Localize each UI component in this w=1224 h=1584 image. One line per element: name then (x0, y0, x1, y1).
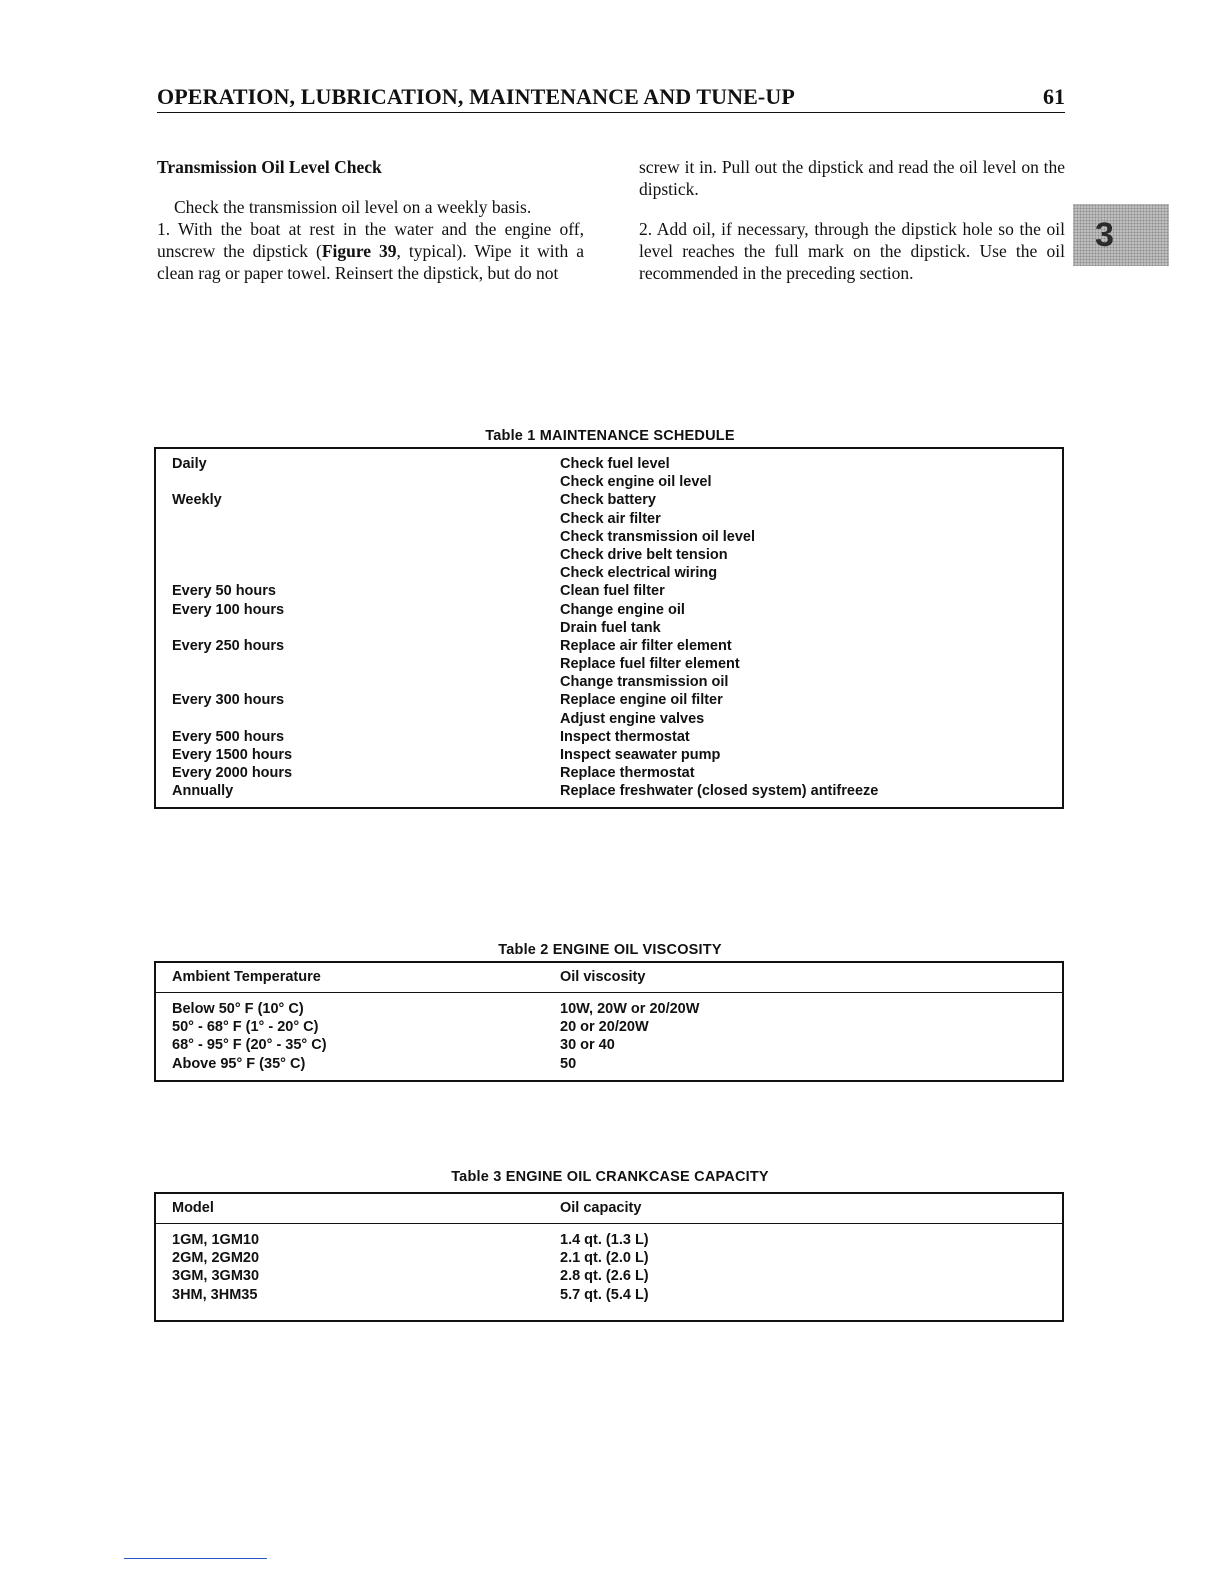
table-1-cell-col-2: Check transmission oil level (560, 528, 756, 545)
table-1-cell-col-1: Every 250 hours (172, 637, 285, 654)
table-1-cell-col-1: Every 300 hours (172, 692, 285, 709)
step-1-paragraph (157, 218, 584, 284)
table-3-header (156, 1194, 1062, 1224)
table-row (156, 692, 1062, 710)
table-row (156, 547, 1062, 565)
table-2-body (156, 1001, 1062, 1074)
table-1-cell-col-2: Change transmission oil (560, 674, 729, 691)
table-row (156, 1250, 1062, 1268)
table-3-body (156, 1232, 1062, 1305)
table-3-cell-col-2: 5.7 qt. (5.4 L) (560, 1286, 649, 1303)
crankcase-capacity-table (154, 1192, 1064, 1322)
table-row (156, 674, 1062, 692)
table-2-cell-col-2: 50 (560, 1055, 577, 1072)
table-row (156, 638, 1062, 656)
table-row (156, 1232, 1062, 1250)
table-2-cell-col-1: Above 95° F (35° C) (172, 1055, 306, 1072)
table-row (156, 1019, 1062, 1037)
table-1-cell-col-2: Check electrical wiring (560, 565, 718, 582)
table-3-header-col-2: Oil capacity (560, 1200, 642, 1216)
table-1-caption: Table 1 MAINTENANCE SCHEDULE (485, 428, 735, 444)
table-3-caption: Table 3 ENGINE OIL CRANKCASE CAPACITY (451, 1169, 769, 1185)
table-row (156, 765, 1062, 783)
table-2-cell-col-2: 20 or 20/20W (560, 1019, 649, 1036)
table-row (156, 492, 1062, 510)
table-1-cell-col-2: Check engine oil level (560, 474, 712, 491)
table-1-cell-col-2: Replace engine oil filter (560, 692, 723, 709)
table-1-cell-col-2: Check fuel level (560, 456, 670, 472)
table-2-cell-col-1: 68° - 95° F (20° - 35° C) (172, 1037, 327, 1054)
table-1-cell-col-1: Every 1500 hours (172, 747, 293, 763)
table-1-cell-col-1: Every 2000 hours (172, 765, 293, 782)
table-1-cell-col-2: Clean fuel filter (560, 583, 665, 600)
table-1-cell-col-2: Drain fuel tank (560, 619, 661, 636)
step-1-continuation: screw it in. Pull out the dipstick and read the oil level on the dipstick. (639, 157, 1065, 199)
table-1-cell-col-2: Replace air filter element (560, 637, 732, 654)
table-2-header-col-2: Oil viscosity (560, 969, 646, 985)
table-1-cell-col-1: Every 50 hours (172, 583, 276, 600)
table-2-cell-col-2: 10W, 20W or 20/20W (560, 1001, 700, 1017)
table-row (156, 1056, 1062, 1074)
table-row (156, 656, 1062, 674)
table-1-cell-col-1: Daily (172, 456, 207, 472)
table-1-cell-col-2: Replace fuel filter element (560, 656, 740, 673)
table-1-cell-col-2: Inspect thermostat (560, 728, 690, 745)
table-1-cell-col-2: Check battery (560, 492, 656, 509)
table-3-header-col-1: Model (172, 1200, 214, 1216)
maintenance-schedule-table (154, 447, 1064, 809)
table-row (156, 1287, 1062, 1305)
step-1-text-a: 1. With the boat at rest in the water and the engine off, unscrew the dipstick ( (157, 219, 584, 261)
table-1-cell-col-2: Adjust engine valves (560, 710, 705, 727)
step-1-text-b: , typical). Wipe it with a clean rag or paper towel. Reinsert the dipstick, but do not (157, 241, 584, 283)
section-heading: Transmission Oil Level Check (157, 157, 382, 177)
scan-edge-line (124, 1558, 267, 1559)
table-1-cell-col-2: Replace freshwater (closed system) antifreeze (560, 783, 879, 800)
table-row (156, 456, 1062, 474)
table-2-cell-col-1: Below 50° F (10° C) (172, 1001, 304, 1017)
table-3-cell-col-1: 3HM, 3HM35 (172, 1286, 258, 1303)
table-3-cell-col-1: 1GM, 1GM10 (172, 1232, 260, 1248)
page-number: 61 (1043, 84, 1065, 109)
table-row (156, 565, 1062, 583)
table-1-cell-col-2: Inspect seawater pump (560, 747, 721, 763)
table-3-cell-col-1: 2GM, 2GM20 (172, 1250, 260, 1267)
step-2-paragraph: 2. Add oil, if necessary, through the dipstick hole so the oil level reaches the full mark on the dipstick. Use the oil recommended in the preceding section. (639, 219, 1065, 283)
table-2-cell-col-1: 50° - 68° F (1° - 20° C) (172, 1019, 319, 1036)
table-2-header-col-1: Ambient Temperature (172, 969, 321, 985)
intro-paragraph: Check the transmission oil level on a weekly basis. (174, 197, 532, 217)
table-row (156, 747, 1062, 765)
table-row (156, 620, 1062, 638)
left-column (157, 156, 584, 284)
table-1-cell-col-1: Annually (172, 783, 234, 800)
table-2-caption: Table 2 ENGINE OIL VISCOSITY (498, 942, 722, 958)
table-1-cell-col-1: Every 500 hours (172, 728, 285, 745)
oil-viscosity-table (154, 961, 1064, 1082)
table-2-cell-col-2: 30 or 40 (560, 1037, 615, 1054)
table-1-cell-col-2: Check drive belt tension (560, 546, 728, 563)
table-row (156, 1268, 1062, 1286)
table-row (156, 602, 1062, 620)
right-column (639, 156, 1065, 284)
table-row (156, 529, 1062, 547)
table-1-cell-col-2: Change engine oil (560, 601, 685, 618)
table-2-header (156, 963, 1062, 993)
table-row (156, 1037, 1062, 1055)
table-1-cell-col-2: Check air filter (560, 510, 661, 527)
table-3-cell-col-2: 1.4 qt. (1.3 L) (560, 1232, 649, 1248)
table-3-cell-col-2: 2.1 qt. (2.0 L) (560, 1250, 649, 1267)
table-1-body (156, 456, 1062, 802)
table-row (156, 711, 1062, 729)
table-row (156, 474, 1062, 492)
table-row (156, 1001, 1062, 1019)
page-header (157, 84, 1065, 113)
table-row (156, 511, 1062, 529)
table-1-cell-col-1: Every 100 hours (172, 601, 285, 618)
table-row (156, 583, 1062, 601)
table-row (156, 729, 1062, 747)
table-1-cell-col-2: Replace thermostat (560, 765, 695, 782)
table-row (156, 783, 1062, 801)
table-3-cell-col-1: 3GM, 3GM30 (172, 1268, 260, 1285)
chapter-thumb-tab (1073, 204, 1169, 266)
table-3-cell-col-2: 2.8 qt. (2.6 L) (560, 1268, 649, 1285)
chapter-tab-label: 3 (1095, 216, 1114, 254)
chapter-title: OPERATION, LUBRICATION, MAINTENANCE AND TUNE-UP (157, 84, 795, 109)
figure-reference: Figure 39 (321, 241, 397, 261)
table-1-cell-col-1: Weekly (172, 492, 222, 509)
